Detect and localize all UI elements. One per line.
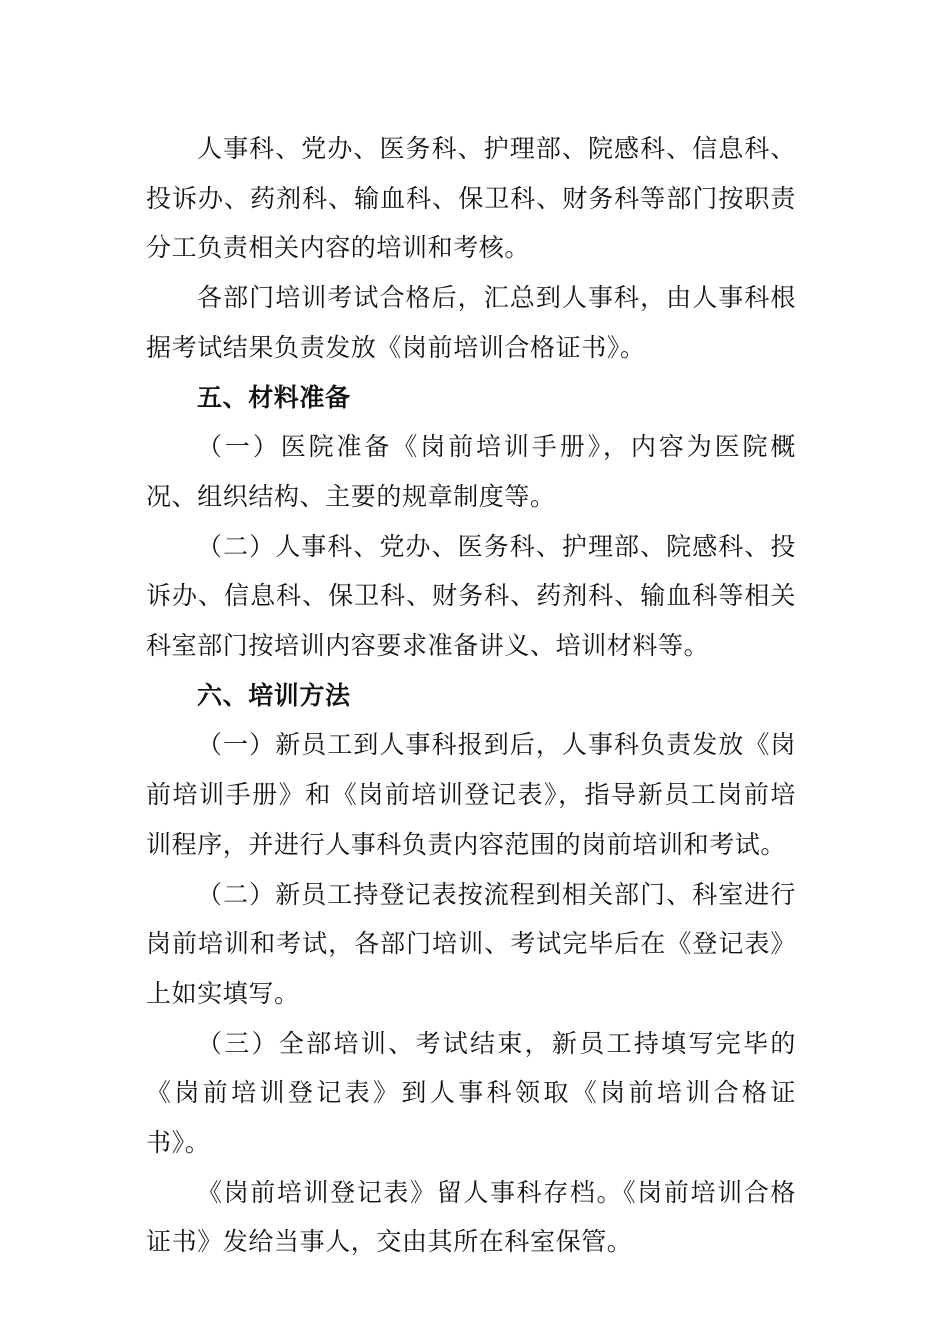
paragraph-certificate-issuance: 各部门培训考试合格后，汇总到人事科，由人事科根据考试结果负责发放《岗前培训合格证书》。 bbox=[146, 283, 796, 362]
paragraph-archiving: 《岗前培训登记表》留人事科存档。《岗前培训合格证书》发给当事人，交由其所在科室保管。 bbox=[146, 1177, 796, 1257]
paragraph-methods-2: （二）新员工持登记表按流程到相关部门、科室进行岗前培训和考试，各部门培训、考试完毕后在《登记表》上如实填写。 bbox=[146, 879, 796, 1008]
paragraph-methods-3: （三）全部培训、考试结束，新员工持填写完毕的《岗前培训登记表》到人事科领取《岗前培训合格证书》。 bbox=[146, 1028, 796, 1158]
section-heading-methods: 六、培训方法 bbox=[197, 680, 351, 710]
paragraph-materials-2: （二）人事科、党办、医务科、护理部、院感科、投诉办、信息科、保卫科、财务科、药剂科、输血科等相关科室部门按培训内容要求准备讲义、培训材料等。 bbox=[146, 531, 796, 661]
document-body bbox=[146, 124, 796, 1267]
paragraph-methods-1: （一）新员工到人事科报到后，人事科负责发放《岗前培训手册》和《岗前培训登记表》，指导新员工岗前培训程序，并进行人事科负责内容范围的岗前培训和考试。 bbox=[146, 730, 796, 859]
paragraph-departments-responsibility: 人事科、党办、医务科、护理部、院感科、信息科、投诉办、药剂科、输血科、保卫科、财务科等部门按职责分工负责相关内容的培训和考核。 bbox=[146, 134, 796, 263]
section-heading-materials: 五、材料准备 bbox=[197, 382, 351, 412]
paragraph-materials-1: （一）医院准备《岗前培训手册》，内容为医院概况、组织结构、主要的规章制度等。 bbox=[146, 432, 796, 511]
